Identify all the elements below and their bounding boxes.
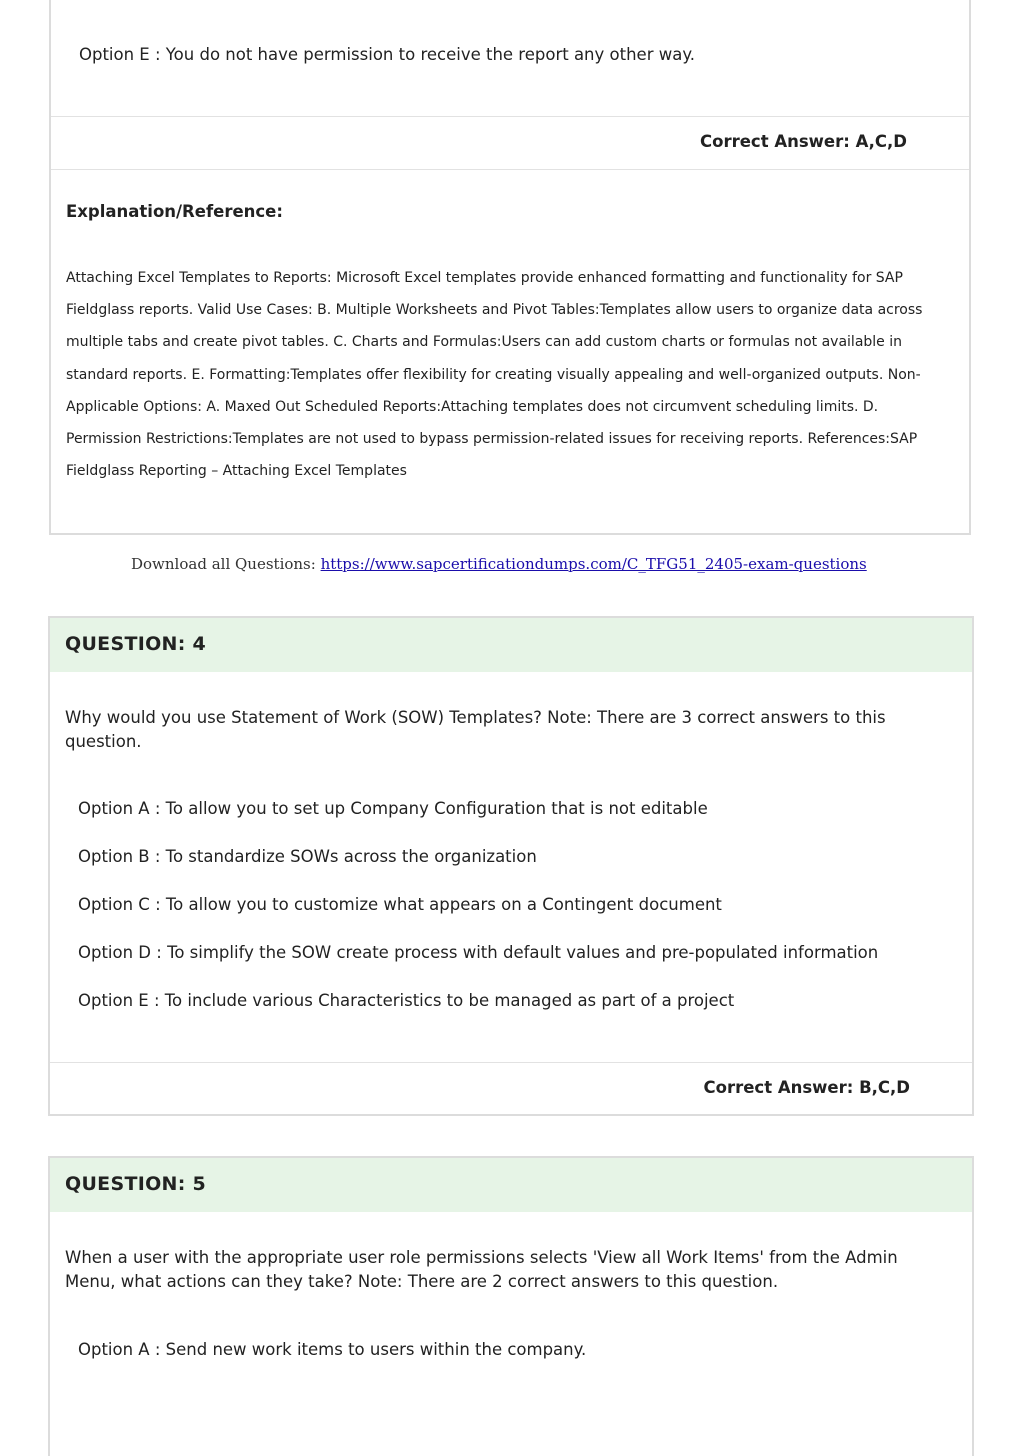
q4-option-c: Option C : To allow you to customize what appears on a Contingent document [78, 895, 722, 914]
download-label: Download all Questions: [131, 555, 321, 573]
question-3-card [49, 0, 971, 535]
q3-correct-answer: Correct Answer: A,C,D [700, 132, 907, 151]
q4-option-e: Option E : To include various Characteristics to be managed as part of a project [78, 991, 735, 1010]
q4-option-b: Option B : To standardize SOWs across the organization [78, 847, 537, 866]
q5-header [50, 1158, 972, 1212]
download-line [131, 555, 867, 573]
q4-question-text: Why would you use Statement of Work (SOW) Templates? Note: There are 3 correct answers to this question. [65, 708, 886, 751]
question-4-card [48, 616, 974, 1116]
q4-option-d: Option D : To simplify the SOW create process with default values and pre-populated information [78, 943, 879, 962]
explanation-title: Explanation/Reference: [66, 202, 283, 221]
q3-option-e: Option E : You do not have permission to receive the report any other way. [79, 45, 695, 64]
q5-title: QUESTION: 5 [65, 1173, 207, 1195]
download-link[interactable]: https://www.sapcertificationdumps.com/C_TFG51_2405-exam-questions [320, 555, 867, 573]
explanation-body: Attaching Excel Templates to Reports: Microsoft Excel templates provide enhanced formatting and functionality for SAP Fieldglass reports. Valid Use Cases: B. Multiple Worksheets and Pivot Tables:Templates allow users to organize data across multiple tabs and create pivot tables. C. Charts and Formulas:Users can add custom charts or formulas not available in standard reports. E. Formatting:Templates offer flexibility for creating visually appealing and well-organized outputs. Non-Applicable Options: A. Maxed Out Scheduled Reports:Attaching templates does not circumvent scheduling limits. D. Permission Restrictions:Templates are not used to bypass permission-related issues for receiving reports. References:SAP Fieldglass Reporting – Attaching Excel Templates [66, 270, 923, 480]
q5-option-a: Option A : Send new work items to users within the company. [78, 1340, 587, 1359]
q3-answer-bar [51, 116, 969, 170]
question-5-card [48, 1156, 974, 1456]
q4-option-a: Option A : To allow you to set up Company Configuration that is not editable [78, 799, 708, 818]
q4-answer-bar [50, 1062, 972, 1115]
q4-header [50, 618, 972, 672]
q4-title: QUESTION: 4 [65, 633, 207, 655]
q4-correct-answer: Correct Answer: B,C,D [703, 1078, 910, 1097]
q5-question-text: When a user with the appropriate user role permissions selects 'View all Work Items' from the Admin Menu, what actions can they take? Note: There are 2 correct answers to this question. [65, 1248, 898, 1291]
